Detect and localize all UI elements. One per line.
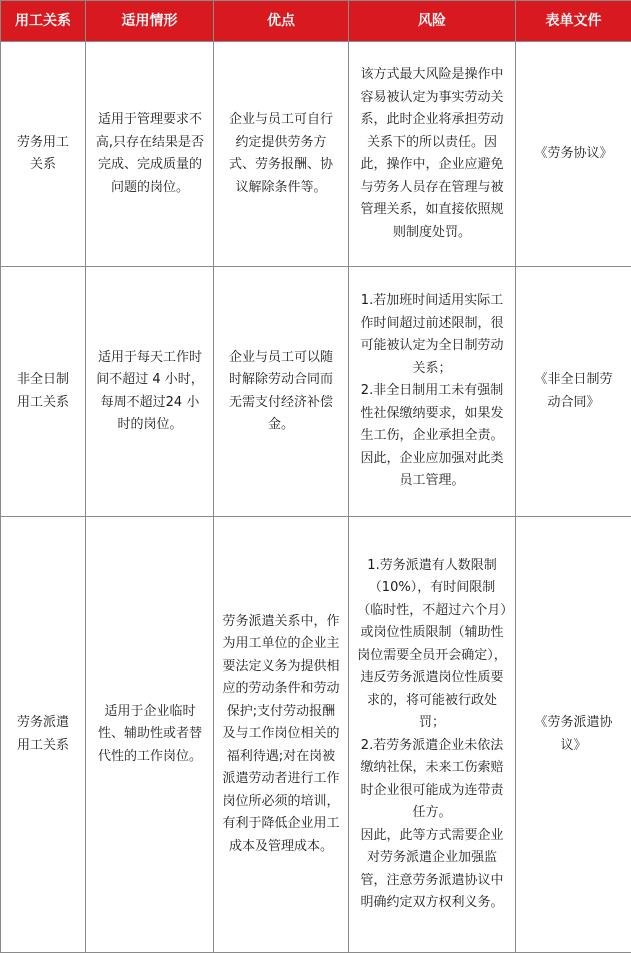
risk-paragraph: 该方式最大风险是操作中容易被认定为事实劳动关系，此时企业将承担劳动关系下的所以责任。因此，操作中，企业应避免与劳务人员存在管理与被管理关系，如直接依照规则制度处罚。	[357, 64, 507, 244]
relation-type-cell: 劳务用工关系	[1, 42, 86, 267]
risk-paragraph: 2.非全日制用工未有强制性社保缴纳要求，如果发生工伤，企业承担全责。	[357, 380, 507, 448]
header-type: 用工关系	[1, 1, 86, 42]
risk-paragraph: 因此，企业应加强对此类员工管理。	[357, 448, 507, 493]
table-row	[1, 42, 631, 267]
table-row	[1, 517, 631, 953]
header-document: 表单文件	[516, 1, 631, 42]
document-cell: 《劳务协议》	[516, 42, 631, 267]
risk-cell	[349, 42, 516, 267]
relation-type-cell: 劳务派遣用工关系	[1, 517, 86, 953]
risk-cell	[349, 517, 516, 953]
header-advantage: 优点	[214, 1, 349, 42]
advantage-cell: 劳务派遣关系中，作为用工单位的企业主要法定义务为提供相应的劳动条件和劳动保护;支付劳动报酬及与工作岗位相关的福利待遇;对在岗被派遣劳动者进行工作岗位所必须的培训，有利于降低企业用工成本及管理成本。	[214, 517, 349, 953]
document-cell: 《劳务派遣协议》	[516, 517, 631, 953]
risk-paragraph: 2.若劳务派遣企业未依法缴纳社保，未来工伤索赔时企业很可能成为连带责任方。	[357, 735, 507, 825]
risk-cell	[349, 267, 516, 517]
header-scenario: 适用情形	[86, 1, 214, 42]
relation-type-cell: 非全日制用工关系	[1, 267, 86, 517]
risk-paragraph: 因此，此等方式需要企业对劳务派遣企业加强监管，注意劳务派遣协议中明确约定双方权利义务。	[357, 825, 507, 915]
risk-paragraph: 1.若加班时间适用实际工作时间超过前述限制，很可能被认定为全日制劳动关系；	[357, 290, 507, 380]
scenario-cell: 适用于管理要求不高,只存在结果是否完成、完成质量的问题的岗位。	[86, 42, 214, 267]
advantage-cell: 企业与员工可以随时解除劳动合同而无需支付经济补偿金。	[214, 267, 349, 517]
document-cell: 《非全日制劳动合同》	[516, 267, 631, 517]
header-row	[1, 1, 631, 42]
header-risk: 风险	[349, 1, 516, 42]
advantage-cell: 企业与员工可自行约定提供劳务方式、劳务报酬、协议解除条件等。	[214, 42, 349, 267]
scenario-cell: 适用于每天工作时间不超过 4 小时，每周不超过24 小时的岗位。	[86, 267, 214, 517]
scenario-cell: 适用于企业临时性、辅助性或者替代性的工作岗位。	[86, 517, 214, 953]
table-row	[1, 267, 631, 517]
risk-paragraph: 1.劳务派遣有人数限制（10%），有时间限制（临时性，不超过六个月）或岗位性质限制（辅助性岗位需要全员开会确定），违反劳务派遣岗位性质要求的，将可能被行政处罚；	[357, 555, 507, 735]
